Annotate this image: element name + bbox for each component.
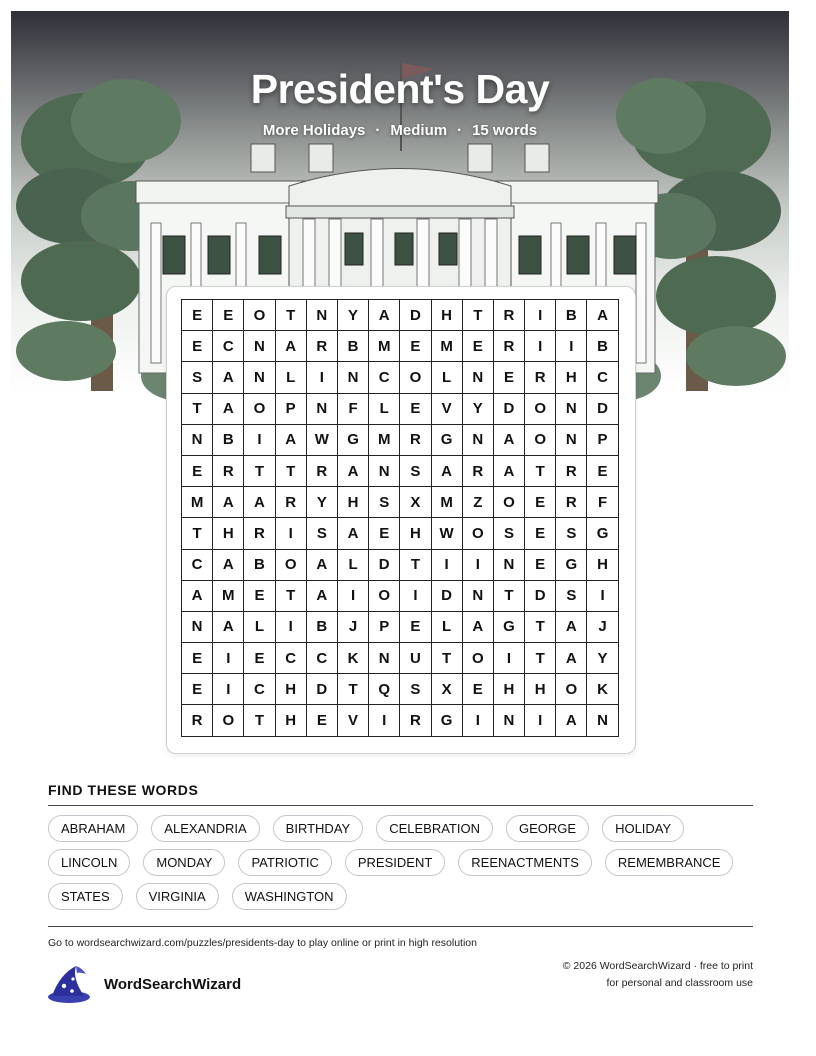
- divider: [48, 926, 753, 927]
- grid-cell[interactable]: A: [494, 425, 525, 456]
- word-chip: LINCOLN: [48, 849, 130, 876]
- grid-cell[interactable]: T: [276, 300, 307, 331]
- puzzle-card: [166, 286, 636, 754]
- grid-cell[interactable]: L: [432, 612, 463, 643]
- grid-cell[interactable]: N: [556, 394, 587, 425]
- grid-cell[interactable]: O: [244, 394, 275, 425]
- grid-cell[interactable]: C: [307, 643, 338, 674]
- grid-cell[interactable]: A: [213, 612, 244, 643]
- grid-cell[interactable]: C: [276, 643, 307, 674]
- word-chip: CELEBRATION: [376, 815, 493, 842]
- grid-cell[interactable]: A: [213, 362, 244, 393]
- grid-cell[interactable]: O: [463, 643, 494, 674]
- grid-cell[interactable]: N: [244, 362, 275, 393]
- page-title: President's Day: [250, 66, 550, 112]
- grid-cell[interactable]: E: [244, 581, 275, 612]
- grid-cell[interactable]: W: [307, 425, 338, 456]
- meta-separator: ·: [375, 122, 381, 139]
- grid-cell[interactable]: J: [338, 612, 369, 643]
- grid-cell[interactable]: I: [400, 581, 431, 612]
- grid-cell[interactable]: O: [525, 425, 556, 456]
- grid-cell[interactable]: A: [338, 518, 369, 549]
- word-chip: VIRGINIA: [136, 883, 219, 910]
- grid-cell[interactable]: E: [587, 456, 618, 487]
- grid-cell[interactable]: N: [182, 612, 213, 643]
- grid-cell[interactable]: A: [338, 456, 369, 487]
- word-chip: HOLIDAY: [602, 815, 684, 842]
- grid-cell[interactable]: A: [556, 705, 587, 736]
- grid-cell[interactable]: O: [400, 362, 431, 393]
- grid-cell[interactable]: R: [276, 487, 307, 518]
- grid-cell[interactable]: E: [182, 674, 213, 705]
- word-chip: PATRIOTIC: [238, 849, 331, 876]
- grid-cell[interactable]: F: [587, 487, 618, 518]
- grid-cell[interactable]: H: [338, 487, 369, 518]
- grid-cell[interactable]: Y: [307, 487, 338, 518]
- grid-cell[interactable]: T: [432, 643, 463, 674]
- letter-grid[interactable]: [181, 299, 619, 737]
- grid-cell[interactable]: E: [244, 643, 275, 674]
- grid-cell[interactable]: I: [432, 550, 463, 581]
- grid-cell[interactable]: C: [213, 331, 244, 362]
- grid-cell[interactable]: A: [307, 581, 338, 612]
- grid-cell[interactable]: E: [400, 394, 431, 425]
- grid-cell[interactable]: E: [525, 487, 556, 518]
- grid-cell[interactable]: U: [400, 643, 431, 674]
- grid-cell[interactable]: Q: [369, 674, 400, 705]
- grid-cell[interactable]: O: [556, 674, 587, 705]
- grid-cell[interactable]: T: [276, 581, 307, 612]
- grid-cell[interactable]: T: [525, 643, 556, 674]
- grid-cell[interactable]: N: [587, 705, 618, 736]
- grid-cell[interactable]: E: [213, 300, 244, 331]
- grid-cell[interactable]: R: [244, 518, 275, 549]
- grid-cell[interactable]: R: [494, 300, 525, 331]
- grid-cell[interactable]: A: [463, 612, 494, 643]
- grid-cell[interactable]: T: [400, 550, 431, 581]
- grid-cell[interactable]: R: [556, 456, 587, 487]
- grid-cell[interactable]: X: [400, 487, 431, 518]
- grid-cell[interactable]: A: [276, 425, 307, 456]
- grid-cell[interactable]: L: [244, 612, 275, 643]
- grid-cell[interactable]: M: [432, 331, 463, 362]
- grid-cell[interactable]: T: [276, 456, 307, 487]
- grid-cell[interactable]: N: [494, 550, 525, 581]
- grid-cell[interactable]: P: [369, 612, 400, 643]
- grid-cell[interactable]: N: [369, 643, 400, 674]
- grid-cell[interactable]: O: [525, 394, 556, 425]
- grid-cell[interactable]: R: [213, 456, 244, 487]
- grid-cell[interactable]: Y: [463, 394, 494, 425]
- grid-cell[interactable]: N: [463, 581, 494, 612]
- grid-cell[interactable]: T: [494, 581, 525, 612]
- grid-cell[interactable]: A: [432, 456, 463, 487]
- grid-cell[interactable]: I: [213, 643, 244, 674]
- grid-cell[interactable]: H: [525, 674, 556, 705]
- grid-cell[interactable]: A: [556, 643, 587, 674]
- brand-name: WordSearchWizard: [104, 975, 242, 993]
- grid-cell[interactable]: I: [525, 300, 556, 331]
- grid-cell[interactable]: E: [182, 456, 213, 487]
- grid-cell[interactable]: E: [182, 331, 213, 362]
- grid-cell[interactable]: O: [463, 518, 494, 549]
- grid-cell[interactable]: D: [432, 581, 463, 612]
- grid-cell[interactable]: E: [525, 550, 556, 581]
- category-label: More Holidays: [262, 122, 366, 139]
- grid-cell[interactable]: A: [213, 550, 244, 581]
- grid-cell[interactable]: R: [525, 362, 556, 393]
- grid-cell[interactable]: I: [307, 362, 338, 393]
- grid-cell[interactable]: T: [525, 456, 556, 487]
- grid-cell[interactable]: N: [463, 362, 494, 393]
- grid-cell[interactable]: M: [369, 331, 400, 362]
- word-chip: REENACTMENTS: [458, 849, 592, 876]
- grid-cell[interactable]: H: [276, 674, 307, 705]
- grid-cell[interactable]: W: [432, 518, 463, 549]
- grid-cell[interactable]: S: [182, 362, 213, 393]
- grid-cell[interactable]: N: [307, 394, 338, 425]
- grid-cell[interactable]: O: [494, 487, 525, 518]
- meta-separator: ·: [457, 122, 463, 139]
- grid-cell[interactable]: R: [400, 425, 431, 456]
- copyright-text: © 2026 WordSearchWizard · free to print for personal and classroom use: [562, 960, 753, 989]
- grid-cell[interactable]: H: [556, 362, 587, 393]
- grid-cell[interactable]: N: [244, 331, 275, 362]
- word-list: [48, 815, 768, 910]
- grid-cell[interactable]: D: [400, 300, 431, 331]
- grid-cell[interactable]: R: [494, 331, 525, 362]
- word-chip: MONDAY: [143, 849, 225, 876]
- word-chip: REMEMBRANCE: [605, 849, 734, 876]
- word-count-label: 15 words: [472, 122, 538, 139]
- grid-cell[interactable]: I: [494, 643, 525, 674]
- grid-cell[interactable]: A: [182, 581, 213, 612]
- grid-cell[interactable]: H: [494, 674, 525, 705]
- grid-cell[interactable]: H: [213, 518, 244, 549]
- grid-cell[interactable]: G: [432, 705, 463, 736]
- grid-cell[interactable]: F: [338, 394, 369, 425]
- grid-cell[interactable]: A: [587, 300, 618, 331]
- grid-cell[interactable]: B: [338, 331, 369, 362]
- word-chip: ABRAHAM: [48, 815, 138, 842]
- grid-cell[interactable]: E: [369, 518, 400, 549]
- grid-cell[interactable]: M: [432, 487, 463, 518]
- grid-cell[interactable]: G: [587, 518, 618, 549]
- footer-note: Go to wordsearchwizard.com/puzzles/presidents-day to play online or print in high resolution: [48, 937, 477, 949]
- grid-cell[interactable]: D: [494, 394, 525, 425]
- grid-cell[interactable]: P: [587, 425, 618, 456]
- grid-cell[interactable]: B: [213, 425, 244, 456]
- grid-cell[interactable]: S: [494, 518, 525, 549]
- grid-cell[interactable]: J: [587, 612, 618, 643]
- word-chip: STATES: [48, 883, 123, 910]
- grid-cell[interactable]: A: [213, 487, 244, 518]
- grid-cell[interactable]: Z: [463, 487, 494, 518]
- grid-cell[interactable]: C: [182, 550, 213, 581]
- grid-cell[interactable]: R: [307, 456, 338, 487]
- grid-cell[interactable]: I: [525, 331, 556, 362]
- grid-cell[interactable]: A: [369, 300, 400, 331]
- grid-cell[interactable]: I: [525, 705, 556, 736]
- grid-cell[interactable]: M: [182, 487, 213, 518]
- grid-cell[interactable]: I: [556, 331, 587, 362]
- grid-cell[interactable]: T: [525, 612, 556, 643]
- grid-cell[interactable]: G: [338, 425, 369, 456]
- grid-cell[interactable]: O: [244, 300, 275, 331]
- grid-cell[interactable]: I: [587, 581, 618, 612]
- grid-cell[interactable]: S: [369, 487, 400, 518]
- grid-cell[interactable]: H: [276, 705, 307, 736]
- wizard-hat-icon: [46, 964, 92, 1004]
- grid-cell[interactable]: B: [244, 550, 275, 581]
- word-chip: GEORGE: [506, 815, 589, 842]
- grid-cell[interactable]: L: [369, 394, 400, 425]
- word-chip: ALEXANDRIA: [151, 815, 259, 842]
- grid-cell[interactable]: E: [182, 300, 213, 331]
- grid-cell[interactable]: S: [556, 518, 587, 549]
- grid-cell[interactable]: R: [463, 456, 494, 487]
- grid-cell[interactable]: I: [463, 705, 494, 736]
- grid-cell[interactable]: K: [338, 643, 369, 674]
- word-chip: WASHINGTON: [232, 883, 347, 910]
- grid-cell[interactable]: G: [556, 550, 587, 581]
- grid-cell[interactable]: B: [556, 300, 587, 331]
- puzzle-meta: [0, 122, 800, 139]
- grid-cell[interactable]: T: [338, 674, 369, 705]
- grid-cell[interactable]: I: [369, 705, 400, 736]
- grid-cell[interactable]: E: [525, 518, 556, 549]
- grid-cell[interactable]: R: [307, 331, 338, 362]
- grid-cell[interactable]: E: [463, 674, 494, 705]
- grid-cell[interactable]: S: [556, 581, 587, 612]
- grid-cell[interactable]: I: [276, 612, 307, 643]
- words-heading: FIND THESE WORDS: [48, 782, 199, 798]
- grid-cell[interactable]: D: [369, 550, 400, 581]
- grid-cell[interactable]: T: [244, 705, 275, 736]
- grid-cell[interactable]: O: [276, 550, 307, 581]
- difficulty-label: Medium: [390, 122, 448, 139]
- grid-cell[interactable]: T: [463, 300, 494, 331]
- grid-cell[interactable]: A: [276, 331, 307, 362]
- grid-cell[interactable]: H: [432, 300, 463, 331]
- grid-cell[interactable]: I: [244, 425, 275, 456]
- grid-cell[interactable]: I: [338, 581, 369, 612]
- grid-cell[interactable]: L: [338, 550, 369, 581]
- grid-cell[interactable]: N: [463, 425, 494, 456]
- grid-cell[interactable]: C: [587, 362, 618, 393]
- word-chip: PRESIDENT: [345, 849, 445, 876]
- grid-cell[interactable]: K: [587, 674, 618, 705]
- grid-cell[interactable]: E: [494, 362, 525, 393]
- grid-cell[interactable]: H: [587, 550, 618, 581]
- grid-cell[interactable]: D: [307, 674, 338, 705]
- grid-cell[interactable]: B: [587, 331, 618, 362]
- grid-cell[interactable]: G: [494, 612, 525, 643]
- grid-cell[interactable]: E: [463, 331, 494, 362]
- grid-cell[interactable]: O: [213, 705, 244, 736]
- grid-cell[interactable]: G: [432, 425, 463, 456]
- grid-cell[interactable]: D: [587, 394, 618, 425]
- grid-cell[interactable]: S: [400, 674, 431, 705]
- grid-cell[interactable]: L: [276, 362, 307, 393]
- grid-cell[interactable]: N: [556, 425, 587, 456]
- grid-cell[interactable]: N: [494, 705, 525, 736]
- grid-cell[interactable]: A: [494, 456, 525, 487]
- grid-cell[interactable]: I: [276, 518, 307, 549]
- grid-cell[interactable]: N: [369, 456, 400, 487]
- grid-cell[interactable]: Y: [587, 643, 618, 674]
- grid-cell[interactable]: T: [182, 518, 213, 549]
- grid-cell[interactable]: N: [307, 300, 338, 331]
- grid-cell[interactable]: Y: [338, 300, 369, 331]
- grid-cell[interactable]: M: [213, 581, 244, 612]
- divider: [48, 805, 753, 806]
- grid-cell[interactable]: N: [338, 362, 369, 393]
- grid-cell[interactable]: A: [244, 487, 275, 518]
- grid-cell[interactable]: A: [307, 550, 338, 581]
- grid-cell[interactable]: I: [213, 674, 244, 705]
- grid-cell[interactable]: B: [307, 612, 338, 643]
- grid-cell[interactable]: N: [182, 425, 213, 456]
- grid-cell[interactable]: D: [525, 581, 556, 612]
- grid-cell[interactable]: A: [556, 612, 587, 643]
- grid-cell[interactable]: R: [400, 705, 431, 736]
- grid-cell[interactable]: O: [369, 581, 400, 612]
- grid-cell[interactable]: V: [432, 394, 463, 425]
- grid-cell[interactable]: I: [463, 550, 494, 581]
- brand[interactable]: [46, 964, 241, 1004]
- grid-cell[interactable]: C: [244, 674, 275, 705]
- grid-cell[interactable]: E: [307, 705, 338, 736]
- grid-cell[interactable]: P: [276, 394, 307, 425]
- grid-cell[interactable]: C: [369, 362, 400, 393]
- grid-cell[interactable]: S: [307, 518, 338, 549]
- grid-cell[interactable]: A: [213, 394, 244, 425]
- grid-cell[interactable]: R: [556, 487, 587, 518]
- grid-cell[interactable]: M: [369, 425, 400, 456]
- grid-cell[interactable]: V: [338, 705, 369, 736]
- grid-cell[interactable]: E: [400, 612, 431, 643]
- grid-cell[interactable]: S: [400, 456, 431, 487]
- grid-cell[interactable]: E: [400, 331, 431, 362]
- grid-cell[interactable]: L: [432, 362, 463, 393]
- word-chip: BIRTHDAY: [273, 815, 364, 842]
- grid-cell[interactable]: X: [432, 674, 463, 705]
- grid-cell[interactable]: T: [244, 456, 275, 487]
- grid-cell[interactable]: E: [182, 643, 213, 674]
- grid-cell[interactable]: H: [400, 518, 431, 549]
- grid-cell[interactable]: T: [182, 394, 213, 425]
- grid-cell[interactable]: R: [182, 705, 213, 736]
